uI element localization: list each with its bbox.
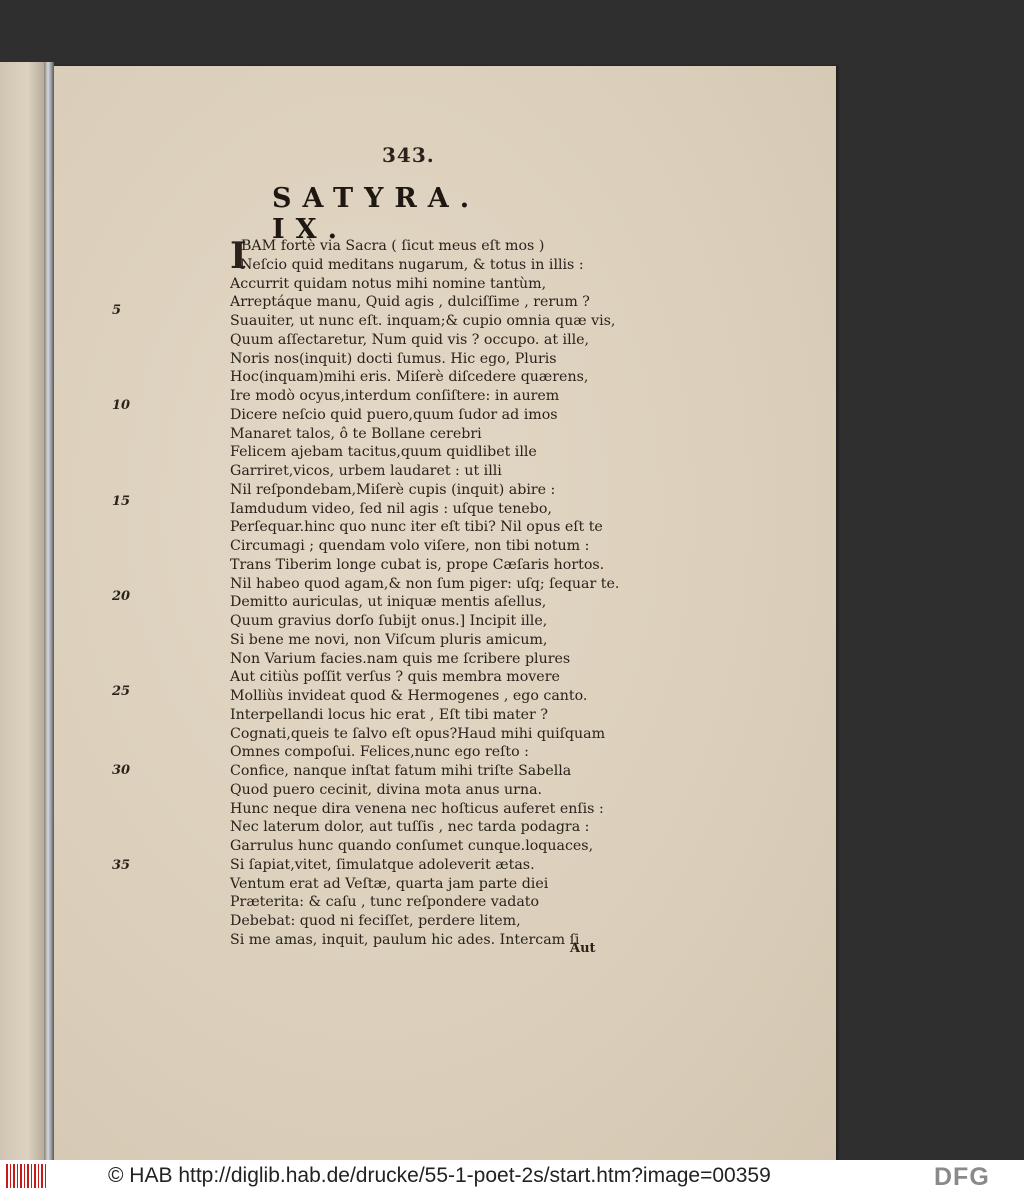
verse-line: Molliùs invideat quod & Hermogenes , ego canto. (230, 688, 588, 704)
verse-line: Arreptáque manu, Quid agis , dulciſſime , rerum ? (230, 294, 590, 311)
verse-line: Debebat: quod ni feciſſet, perdere litem, (230, 913, 521, 929)
verse-line: Perſequar.hinc quo nunc iter eſt tibi? Nil opus eſt te (230, 519, 603, 536)
dfg-logo: DFG (934, 1163, 990, 1191)
verse-line: Nil reſpondebam,Miſerè cupis (inquit) abire : (230, 481, 556, 498)
verse-line: Præterita: & caſu , tunc reſpondere vadato (230, 894, 540, 911)
verse-line: Iamdudum video, ſed nil agis : uſque tenebo, (230, 500, 552, 517)
verse-line: Suauiter, ut nunc eſt. inquam;& cupio omnia quæ vis, (230, 313, 616, 329)
margin-line-number: 10 (112, 398, 131, 413)
verse-line: Garriret,vicos, urbem laudaret : ut illi (230, 463, 502, 479)
verse-line: Ventum erat ad Veſtæ, quarta jam parte diei (230, 875, 549, 892)
verse-line: Trans Tiberim longe cubat is, prope Cæſaris hortos. (230, 556, 605, 573)
verse-line: Quod puero cecinit, divina mota anus urna. (230, 781, 543, 798)
facing-page-edge (0, 62, 50, 1160)
book-spine-edge (44, 62, 54, 1160)
footer-bar (0, 1160, 1024, 1193)
verse-line: Demitto auriculas, ut iniquæ mentis aſellus, (230, 594, 547, 611)
verse-line: Ire modò ocyus,interdum conſiſtere: in aurem (230, 388, 560, 404)
verse-line: Non Varium facies.nam quis me ſcribere plures (230, 650, 571, 667)
margin-line-number: 25 (112, 684, 131, 699)
verse-line: Omnes compoſui. Felices,nunc ego reſto : (230, 744, 529, 761)
verse-line: Interpellandi locus hic erat , Eſt tibi mater ? (230, 706, 548, 723)
verse-line: Accurrit quidam notus mihi nomine tantùm, (230, 275, 547, 292)
verse-text (230, 237, 619, 950)
drop-capital: I (230, 235, 247, 277)
verse-line: Manaret talos, ô te Bollane cerebri (230, 425, 482, 442)
verse-line: Si bene me novi, non Viſcum pluris amicum, (230, 631, 548, 648)
verse-line: Circumagi ; quendam volo viſere, non tibi notum : (230, 538, 590, 554)
verse-line: Quum gravius dorſo ſubijt onus.] Incipit ille, (230, 613, 548, 629)
verse-line: Noris nos(inquit) docti ſumus. Hic ego, Pluris (230, 350, 557, 367)
verse-line: Neſcio quid meditans nugarum, & totus in illis : (240, 256, 584, 273)
verse-line: Confice, nanque inſtat fatum mihi triſte Sabella (230, 763, 572, 779)
verse-line: Dicere neſcio quid puero,quum ſudor ad imos (230, 406, 558, 423)
margin-line-number: 35 (112, 858, 131, 873)
verse-line: Nec laterum dolor, aut tuſſis , nec tarda podagra : (230, 819, 590, 836)
verse-line: Nil habeo quod agam,& non ſum piger: uſq; ſequar te. (230, 575, 620, 592)
verse-line: Hunc neque dira venena nec hoſticus auferet enſis : (230, 800, 604, 817)
page-number: 343. (382, 143, 435, 167)
page-title: SATYRA. IX. (272, 183, 481, 245)
verse-line: Si me amas, inquit, paulum hic ades. Intercam ſi (230, 931, 580, 948)
margin-line-number: 5 (112, 303, 122, 318)
margin-line-number: 30 (112, 763, 131, 778)
copyright-url[interactable]: © HAB http://diglib.hab.de/drucke/55-1-poet-2s/start.htm?image=00359 (108, 1164, 771, 1187)
verse-line: BAM fortè via Sacra ( ſicut meus eſt mos ) (241, 238, 545, 254)
barcode-icon (6, 1164, 46, 1188)
verse-line: Felicem ajebam tacitus,quum quidlibet ille (230, 444, 537, 461)
catchword: Aut (570, 941, 596, 956)
verse-line: Hoc(inquam)mihi eris. Miſerè diſcedere quærens, (230, 369, 589, 386)
margin-line-number: 20 (112, 589, 131, 604)
verse-line: Si ſapiat,vitet, ſimulatque adoleverit ætas. (230, 856, 535, 873)
verse-line: Cognati,queis te ſalvo eſt opus?Haud mihi quiſquam (230, 725, 606, 742)
verse-line: Quum aſſectaretur, Num quid vis ? occupo. at ille, (230, 331, 590, 348)
margin-line-number: 15 (112, 494, 131, 509)
verse-line: Aut citiùs poſſit verſus ? quis membra movere (230, 669, 560, 686)
verse-line: Garrulus hunc quando conſumet cunque.loquaces, (230, 838, 594, 854)
